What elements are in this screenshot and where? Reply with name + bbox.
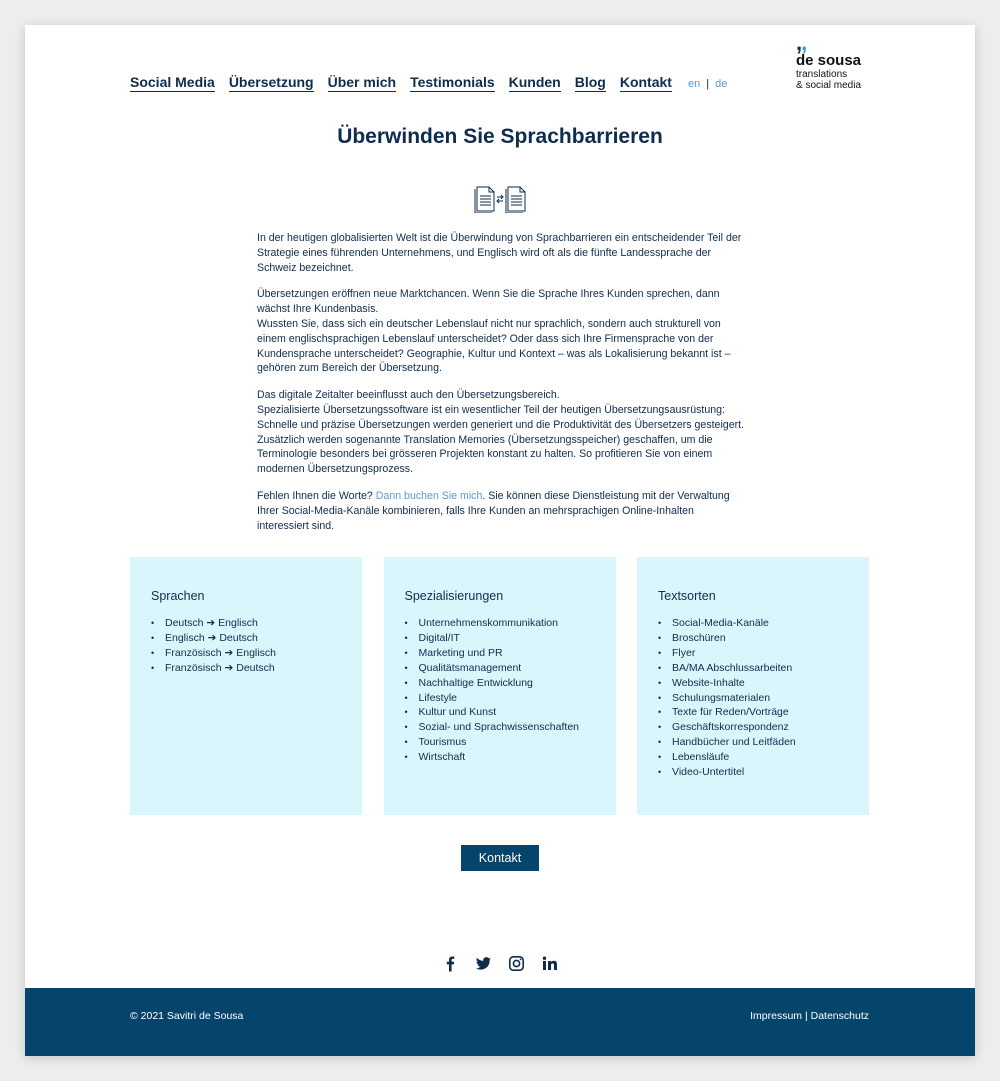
contact-button[interactable]: Kontakt <box>461 845 539 871</box>
box-title: Spezialisierungen <box>404 589 504 603</box>
list-item: • Website-Inhalte <box>658 676 848 691</box>
box-list <box>658 616 848 780</box>
footer-links <box>750 1010 869 1022</box>
logo[interactable] <box>796 30 886 91</box>
paragraph-3-line-2: Spezialisierte Übersetzungssoftware ist ein wesentlicher Teil der heutigen Übersetzungsausrüstung: Schnelle und präzise Übersetzungen werden generiert und die Produktivität des Übersetzers gesteigert. Zusätzlich werden sogenannte Translation Memories (Übersetzungsspeicher) geschaffen, um die Terminologie besonders bei grösseren Projekten konstant zu halten. So profitieren Sie von einem modernen Übersetzungsprozess. <box>257 403 745 476</box>
box-title: Textsorten <box>658 589 716 603</box>
list-item: • Video-Untertitel <box>658 765 848 780</box>
logo-tagline-1: translations <box>796 69 848 80</box>
list-item: • Texte für Reden/Vorträge <box>658 705 848 720</box>
list-item: • Sozial- und Sprachwissenschaften <box>405 720 595 735</box>
nav-kontakt[interactable]: Kontakt <box>619 74 672 90</box>
booking-link[interactable]: Dann buchen Sie mich <box>375 489 483 502</box>
nav-ueber-mich[interactable]: Über mich <box>327 74 397 90</box>
list-item: • Lifestyle <box>405 691 595 706</box>
list-item: • Französisch ➔ Deutsch <box>151 661 341 676</box>
translate-documents-icon <box>473 185 527 213</box>
datenschutz-link[interactable]: Datenschutz <box>810 1010 869 1022</box>
list-item: • Broschüren <box>658 631 848 646</box>
list-item: • Flyer <box>658 646 848 661</box>
social-links <box>25 955 975 972</box>
copyright: © 2021 Savitri de Sousa <box>130 1010 244 1022</box>
box-sprachen <box>130 557 362 815</box>
paragraph-2 <box>257 287 747 376</box>
page-title: Überwinden Sie Sprachbarrieren <box>337 125 663 148</box>
list-item: • Geschäftskorrespondenz <box>658 720 848 735</box>
paragraph-3-line-1: Das digitale Zeitalter beeinflusst auch den Übersetzungsbereich. <box>257 389 560 402</box>
list-item: • Marketing und PR <box>405 646 595 661</box>
box-list <box>151 616 341 676</box>
quote-marks-icon: ,, <box>796 30 807 55</box>
instagram-icon[interactable] <box>508 955 525 972</box>
footer-separator: | <box>804 1010 808 1022</box>
intro-text <box>257 231 747 545</box>
list-item: • Qualitätsmanagement <box>405 661 595 676</box>
nav-kunden[interactable]: Kunden <box>508 74 561 90</box>
list-item: • Französisch ➔ Englisch <box>151 646 341 661</box>
language-switcher <box>688 78 727 90</box>
facebook-icon[interactable] <box>442 955 459 972</box>
paragraph-2-line-2: Wussten Sie, dass sich ein deutscher Lebenslauf nicht nur sprachlich, sondern auch strukturell von einem englischsprachigen Lebenslauf unterscheidet? Oder dass sich Ihre Firmensprache von der Kundensprache unterscheidet? Geographie, Kultur und Kontext – was als Lokalisierung bekannt ist – gehören zum Bereich der Übersetzung. <box>257 317 731 375</box>
lang-en[interactable]: en <box>687 78 701 90</box>
paragraph-4-post: . Sie können diese Dienstleistung mit der Verwaltung Ihrer Social-Media-Kanäle kombinieren, falls Ihre Kunden an mehrsprachigen Online-Inhalten interessiert sind. <box>257 489 730 532</box>
list-item: • Social-Media-Kanäle <box>658 616 848 631</box>
list-item: • Handbücher und Leitfäden <box>658 735 848 750</box>
logo-name: de sousa <box>796 52 862 69</box>
footer <box>25 988 975 1056</box>
lang-separator: | <box>706 78 710 90</box>
main-nav <box>130 74 727 92</box>
nav-testimonials[interactable]: Testimonials <box>410 74 495 90</box>
impressum-link[interactable]: Impressum <box>750 1010 803 1022</box>
service-boxes <box>130 557 869 815</box>
paragraph-4-pre: Fehlen Ihnen die Worte? <box>257 489 376 502</box>
list-item: • Wirtschaft <box>405 750 595 765</box>
nav-social-media[interactable]: Social Media <box>130 74 215 90</box>
paragraph-1: In der heutigen globalisierten Welt ist die Überwindung von Sprachbarrieren ein entscheidender Teil der Strategie eines führenden Unternehmens, und Englisch wird oft als die fünfte Landessprache der Schweiz bezeichnet. <box>257 232 742 274</box>
list-item: • Tourismus <box>405 735 595 750</box>
box-title: Sprachen <box>151 589 205 603</box>
twitter-icon[interactable] <box>475 955 492 972</box>
list-item: • Digital/IT <box>405 631 595 646</box>
paragraph-4 <box>257 489 747 533</box>
box-list <box>405 616 595 765</box>
paragraph-3 <box>257 388 747 477</box>
nav-uebersetzung[interactable]: Übersetzung <box>228 74 314 90</box>
linkedin-icon[interactable] <box>541 955 558 972</box>
list-item: • Kultur und Kunst <box>405 705 595 720</box>
lang-de[interactable]: de <box>715 78 728 90</box>
page <box>25 25 975 1056</box>
list-item: • Lebensläufe <box>658 750 848 765</box>
list-item: • BA/MA Abschlussarbeiten <box>658 661 848 676</box>
list-item: • Unternehmenskommunikation <box>405 616 595 631</box>
list-item: • Englisch ➔ Deutsch <box>151 631 341 646</box>
box-textsorten <box>637 557 869 815</box>
list-item: • Nachhaltige Entwicklung <box>405 676 595 691</box>
logo-tagline-2: & social media <box>796 80 862 91</box>
paragraph-2-line-1: Übersetzungen eröffnen neue Marktchancen. Wenn Sie die Sprache Ihres Kunden sprechen, dann wächst Ihre Kundenbasis. <box>257 288 720 316</box>
nav-blog[interactable]: Blog <box>574 74 606 90</box>
list-item: • Schulungsmaterialen <box>658 691 848 706</box>
list-item: • Deutsch ➔ Englisch <box>151 616 341 631</box>
box-spezialisierungen <box>384 557 616 815</box>
